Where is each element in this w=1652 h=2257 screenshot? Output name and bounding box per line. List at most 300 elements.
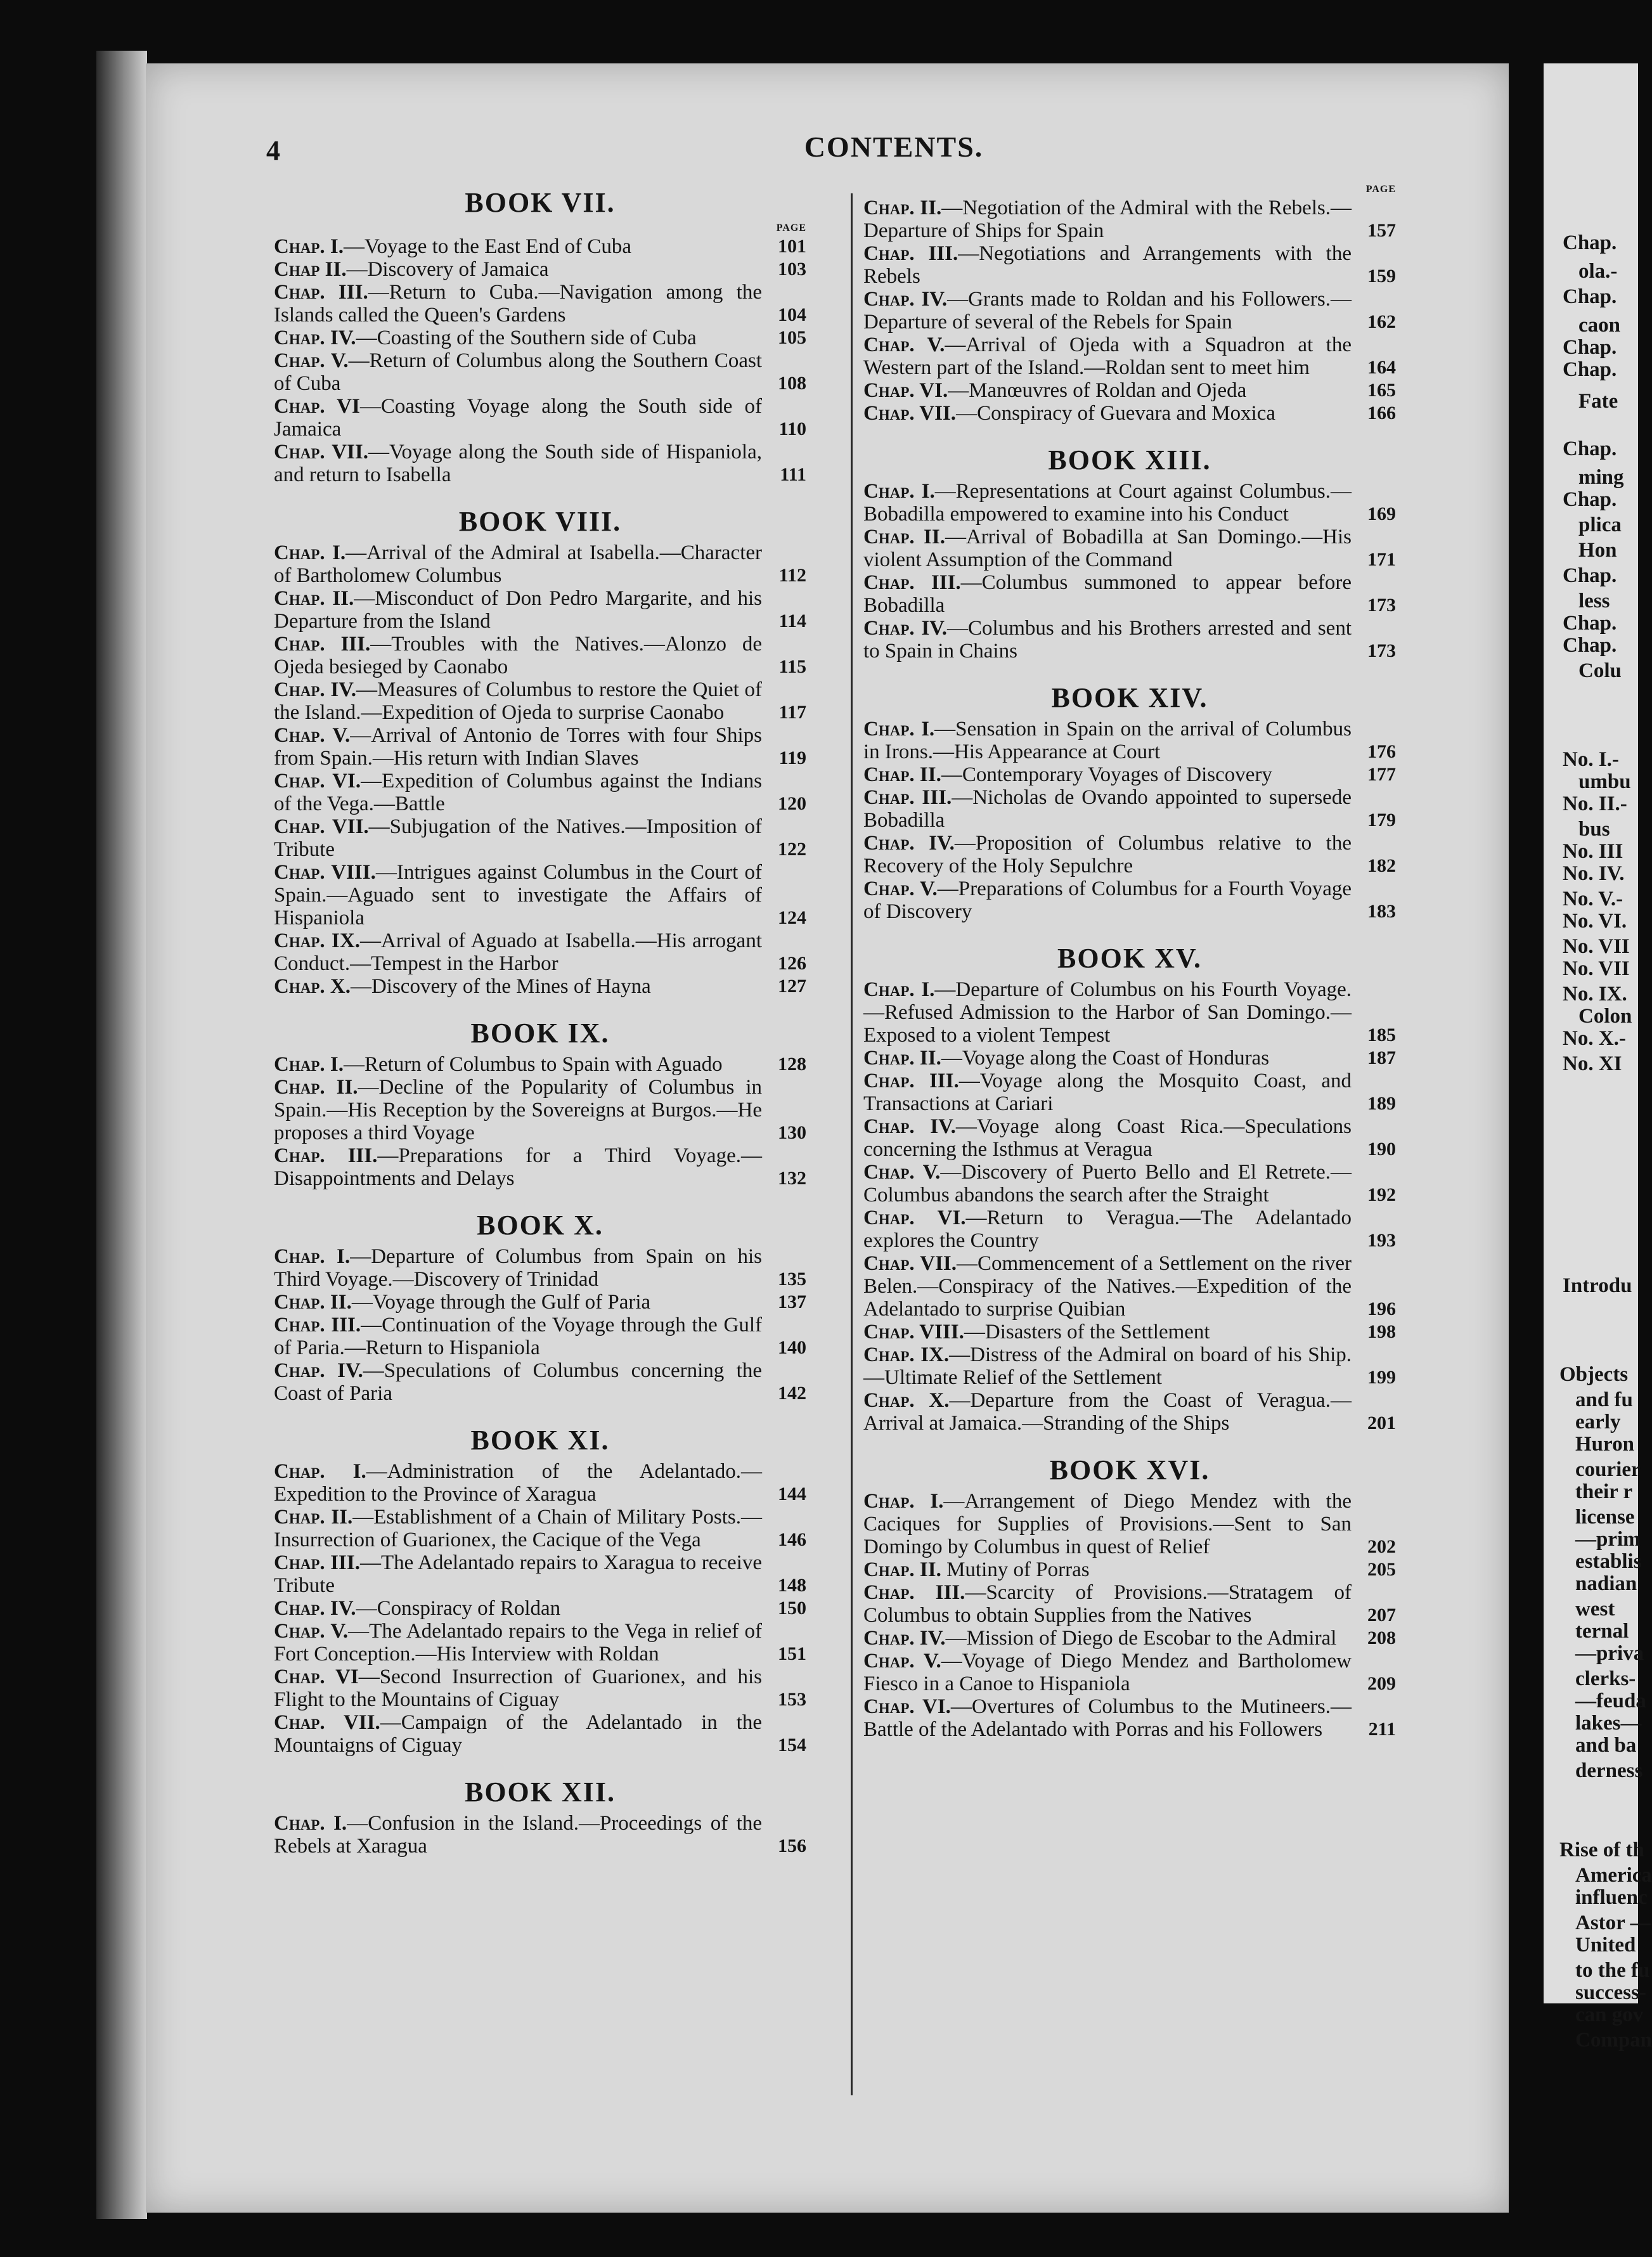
chapter-label: Chap. V. — [863, 877, 938, 900]
chapter-entry — [863, 1343, 1396, 1389]
chapter-page-number: 154 — [778, 1735, 806, 1756]
chapter-label: Chap. VI. — [863, 1206, 966, 1229]
chapter-page-number: 111 — [780, 464, 806, 485]
chapter-page-number: 171 — [1367, 549, 1396, 570]
chapter-label: Chap. VIII. — [863, 1321, 964, 1343]
chapter-label: Chap. I. — [274, 541, 346, 564]
column-divider — [851, 193, 853, 2095]
chapter-page-number: 108 — [778, 373, 806, 394]
chapter-label: Chap. VI. — [863, 1695, 951, 1718]
chapter-page-number: 157 — [1367, 220, 1396, 241]
page-column-label: PAGE — [1365, 184, 1396, 195]
chapter-label: Chap. III. — [274, 1314, 361, 1336]
adjacent-page-text: No. III — [1563, 840, 1623, 863]
chapter-label: Chap. VI. — [863, 379, 948, 402]
adjacent-page-text: Huron — [1575, 1433, 1634, 1456]
adjacent-page-text: United — [1575, 1934, 1636, 1956]
chapter-entry — [863, 1558, 1396, 1581]
chapter-label: Chap. II. — [274, 587, 354, 610]
chapter-entry — [274, 861, 806, 929]
adjacent-page-text: umbu — [1578, 770, 1631, 793]
chapter-entry — [863, 402, 1396, 425]
chapter-label: Chap. VIII. — [274, 861, 376, 884]
chapter-page-number: 164 — [1367, 357, 1396, 378]
chapter-entry — [863, 288, 1396, 333]
chapter-title: —Administration of the Adelantado.—Expedition to the Province of Xaragua — [274, 1460, 762, 1506]
chapter-title: —Overtures of Columbus to the Mutineers.—Battle of the Adelantado with Porras and his Followers — [863, 1695, 1352, 1741]
chapter-page-number: 208 — [1367, 1627, 1396, 1648]
adjacent-page-text: Chap. — [1563, 634, 1617, 657]
chapter-label: Chap. III. — [274, 1551, 360, 1574]
chapter-page-number: 156 — [778, 1835, 806, 1856]
chapter-label: Chap. V. — [274, 1620, 349, 1643]
chapter-title: —Return of Columbus along the Southern Coast of Cuba — [274, 349, 762, 395]
adjacent-page-text: nadian — [1575, 1572, 1637, 1595]
adjacent-page-text: No. I.- — [1563, 748, 1619, 771]
chapter-label: Chap. VI — [274, 395, 360, 418]
chapter-title: —Departure of Columbus on his Fourth Voyage.—Refused Admission to the Harbor of San Domingo.—Exposed to a violent Tempest — [863, 978, 1352, 1047]
adjacent-page-text: Chap. — [1563, 336, 1617, 359]
book-heading: BOOK IX. — [470, 1018, 610, 1049]
adjacent-page-text: Introdu — [1563, 1274, 1632, 1297]
chapter-label: Chap. VII. — [274, 1711, 380, 1734]
chapter-entry — [274, 349, 806, 395]
chapter-title: —Arrival of Bobadilla at San Domingo.—His violent Assumption of the Command — [863, 526, 1352, 571]
chapter-entry — [863, 1627, 1396, 1650]
chapter-page-number: 144 — [778, 1484, 806, 1504]
chapter-title: —Second Insurrection of Guarionex, and his Flight to the Mountains of Ciguay — [274, 1665, 762, 1711]
chapter-title: —Arrival of the Admiral at Isabella.—Character of Bartholomew Columbus — [274, 541, 762, 587]
chapter-title: —Voyage of Diego Mendez and Bartholomew Fiesco in a Canoe to Hispaniola — [863, 1650, 1352, 1695]
chapter-title: —Intrigues against Columbus in the Court of Spain.—Aguado sent to investigate the Affairs of Hispaniola — [274, 861, 762, 929]
adjacent-page-text: Chap. — [1563, 285, 1617, 308]
chapter-entry — [274, 587, 806, 633]
adjacent-page-text: caon — [1578, 314, 1620, 337]
chapter-entry — [274, 1053, 806, 1076]
chapter-entry — [274, 235, 806, 258]
chapter-page-number: 119 — [778, 747, 806, 768]
chapter-title: —Subjugation of the Natives.—Imposition of Tribute — [274, 815, 762, 861]
adjacent-page-text: ming — [1578, 466, 1624, 489]
adjacent-page-text: Chap. — [1563, 437, 1617, 460]
chapter-label: Chap. III. — [863, 1070, 959, 1092]
chapter-title: —Voyage along the South side of Hispaniola, and return to Isabella — [274, 441, 762, 486]
chapter-entry — [274, 770, 806, 815]
chapter-page-number: 196 — [1367, 1298, 1396, 1319]
chapter-title: —Conspiracy of Guevara and Moxica — [956, 402, 1276, 425]
chapter-label: Chap. X. — [863, 1389, 950, 1412]
adjacent-page-text: to the fu — [1575, 1959, 1650, 1982]
chapter-entry — [863, 1070, 1396, 1115]
chapter-entry — [274, 1620, 806, 1665]
chapter-label: Chap. X. — [274, 975, 351, 998]
chapter-label: Chap. I. — [863, 1490, 944, 1513]
adjacent-page-text: Chap. — [1563, 564, 1617, 587]
chapter-title: —Discovery of Puerto Bello and El Retrete.—Columbus abandons the search after the Straight — [863, 1161, 1352, 1206]
adjacent-page-fragment — [1544, 63, 1652, 2052]
chapter-title: —Confusion in the Island.—Proceedings of the Rebels at Xaragua — [274, 1812, 762, 1858]
chapter-title: —Negotiations and Arrangements with the Rebels — [863, 242, 1352, 288]
adjacent-page-text: ola.- — [1578, 260, 1618, 283]
chapter-page-number: 187 — [1367, 1047, 1396, 1068]
chapter-entry — [274, 1359, 806, 1405]
chapter-entry — [863, 197, 1396, 242]
chapter-page-number: 179 — [1367, 810, 1396, 831]
chapter-title: —Proposition of Columbus relative to the Recovery of the Holy Sepulchre — [863, 832, 1352, 877]
adjacent-page-text: —feuda — [1575, 1690, 1646, 1712]
chapter-title: —Voyage along the Mosquito Coast, and Transactions at Cariari — [863, 1070, 1352, 1115]
chapter-label: Chap. V. — [274, 724, 351, 747]
chapter-label: Chap. III. — [863, 571, 961, 594]
book-heading: BOOK XI. — [470, 1425, 610, 1456]
chapter-page-number: 101 — [778, 236, 806, 257]
chapter-page-number: 205 — [1367, 1559, 1396, 1580]
chapter-entry — [863, 333, 1396, 379]
chapter-page-number: 117 — [778, 702, 806, 723]
chapter-entry — [274, 1144, 806, 1190]
adjacent-page-text: and fu — [1575, 1388, 1633, 1411]
adjacent-page-text: No. VII — [1563, 957, 1630, 980]
chapter-entry — [274, 1597, 806, 1620]
adjacent-page-text: Objects — [1559, 1363, 1629, 1386]
adjacent-page-text: clerks- — [1575, 1667, 1636, 1690]
chapter-entry — [274, 1551, 806, 1597]
adjacent-page-text: Colon — [1578, 1005, 1632, 1028]
chapter-label: Chap. I. — [274, 1460, 366, 1483]
chapter-label: Chap. I. — [274, 1245, 351, 1268]
chapter-label: Chap. II. — [863, 763, 941, 786]
chapter-title: —Arrival of Aguado at Isabella.—His arrogant Conduct.—Tempest in the Harbor — [274, 929, 762, 975]
adjacent-page-text: derness — [1575, 1759, 1643, 1782]
chapter-page-number: 115 — [778, 656, 806, 677]
chapter-entry — [274, 1506, 806, 1551]
chapter-page-number: 130 — [778, 1122, 806, 1143]
chapter-page-number: 137 — [778, 1291, 806, 1312]
adjacent-page-text: establis — [1575, 1550, 1642, 1573]
chapter-title: —Distress of the Admiral on board of his Ship.—Ultimate Relief of the Settlement — [863, 1343, 1352, 1389]
chapter-label: Chap. VI. — [274, 770, 361, 792]
chapter-title: —Commencement of a Settlement on the river Belen.—Conspiracy of the Natives.—Expedition of the Adelantado to surprise Quibian — [863, 1252, 1352, 1321]
chapter-entry — [863, 1115, 1396, 1161]
chapter-entry — [274, 633, 806, 678]
chapter-page-number: 159 — [1367, 266, 1396, 287]
chapter-label: Chap. IV. — [274, 1597, 356, 1620]
page-number: 4 — [266, 135, 280, 166]
chapter-label: Chap. II. — [274, 1506, 353, 1529]
chapter-page-number: 198 — [1367, 1321, 1396, 1342]
adjacent-page-text: courier — [1575, 1458, 1641, 1481]
adjacent-page-text: No. IV. — [1563, 862, 1625, 885]
chapter-entry — [274, 1076, 806, 1144]
chapter-page-number: 211 — [1368, 1719, 1396, 1740]
chapter-label: Chap. II. — [863, 1047, 941, 1070]
chapter-title: —Voyage along Coast Rica.—Speculations concerning the Isthmus at Veragua — [863, 1115, 1352, 1161]
chapter-entry — [274, 441, 806, 486]
chapter-title: —Speculations of Columbus concerning the Coast of Paria — [274, 1359, 762, 1405]
adjacent-page-text: bus — [1578, 818, 1610, 841]
chapter-title: —Departure of Columbus from Spain on his Third Voyage.—Discovery of Trinidad — [274, 1245, 762, 1291]
chapter-entry — [274, 1711, 806, 1757]
chapter-page-number: 153 — [778, 1689, 806, 1710]
chapter-title: —Coasting of the Southern side of Cuba — [356, 327, 697, 349]
chapter-title: Mutiny of Porras — [941, 1558, 1090, 1581]
adjacent-page-text: Rise of th — [1559, 1839, 1644, 1861]
book-heading: BOOK X. — [477, 1210, 603, 1241]
chapter-title: —Measures of Columbus to restore the Quiet of the Island.—Expedition of Ojeda to surprise Caonabo — [274, 678, 762, 724]
chapter-entry — [274, 327, 806, 349]
chapter-entry — [274, 815, 806, 861]
chapter-label: Chap. I. — [274, 235, 344, 258]
chapter-label: Chap. I. — [274, 1053, 344, 1076]
chapter-entry — [863, 1252, 1396, 1321]
chapter-page-number: 151 — [778, 1643, 806, 1664]
chapter-label: Chap. IV. — [274, 1359, 363, 1382]
chapter-entry — [863, 763, 1396, 786]
adjacent-page-text: west — [1575, 1598, 1615, 1620]
chapter-entry — [863, 1490, 1396, 1558]
chapter-page-number: 126 — [778, 953, 806, 974]
contents-column-right — [863, 184, 1396, 1741]
chapter-title: —Troubles with the Natives.—Alonzo de Ojeda besieged by Caonabo — [274, 633, 762, 678]
chapter-title: —Arrangement of Diego Mendez with the Caciques for Supplies of Provisions.—Sent to San Domingo by Columbus in quest of Relief — [863, 1490, 1352, 1558]
chapter-page-number: 209 — [1367, 1673, 1396, 1694]
chapter-page-number: 190 — [1367, 1139, 1396, 1160]
chapter-label: Chap. I. — [863, 480, 935, 503]
chapter-label: Chap. III. — [863, 1581, 965, 1604]
chapter-page-number: 165 — [1367, 380, 1396, 401]
chapter-page-number: 124 — [778, 907, 806, 928]
chapter-title: —Disasters of the Settlement — [964, 1321, 1210, 1343]
chapter-label: Chap. I. — [863, 978, 935, 1001]
chapter-title: —Preparations for a Third Voyage.—Disappointments and Delays — [274, 1144, 762, 1190]
chapter-label: Chap. IV. — [863, 1627, 946, 1650]
contents-column-left — [274, 184, 806, 1858]
chapter-title: —Manœuvres of Roldan and Ojeda — [948, 379, 1247, 402]
chapter-page-number: 110 — [778, 418, 806, 439]
adjacent-page-text: No. II.- — [1563, 792, 1627, 815]
chapter-page-number: 114 — [778, 611, 806, 631]
chapter-title: —Coasting Voyage along the South side of Jamaica — [274, 395, 762, 441]
chapter-page-number: 166 — [1367, 403, 1396, 424]
chapter-page-number: 128 — [778, 1054, 806, 1075]
chapter-entry — [863, 242, 1396, 288]
chapter-label: Chap. VII. — [274, 441, 368, 463]
adjacent-page-text: Chap. — [1563, 488, 1617, 511]
chapter-title: —Return of Columbus to Spain with Aguado — [343, 1053, 723, 1076]
chapter-entry — [863, 1161, 1396, 1206]
chapter-label: Chap. III. — [863, 786, 952, 809]
chapter-entry — [863, 718, 1396, 763]
chapter-page-number: 135 — [778, 1269, 806, 1290]
chapter-page-number: 192 — [1367, 1184, 1396, 1205]
chapter-page-number: 103 — [778, 259, 806, 280]
chapter-entry — [863, 1206, 1396, 1252]
chapter-label: Chap. V. — [274, 349, 349, 372]
chapter-entry — [863, 832, 1396, 877]
chapter-page-number: 173 — [1367, 595, 1396, 616]
chapter-title: —Discovery of Jamaica — [346, 258, 549, 281]
chapter-entry — [274, 1245, 806, 1291]
chapter-label: Chap. V. — [863, 1650, 941, 1672]
chapter-entry — [863, 786, 1396, 832]
chapter-entry — [274, 1812, 806, 1858]
chapter-title: —Scarcity of Provisions.—Stratagem of Columbus to obtain Supplies from the Natives — [863, 1581, 1352, 1627]
chapter-page-number: 148 — [778, 1575, 806, 1596]
adjacent-page-text: America — [1575, 1864, 1652, 1887]
chapter-page-number: 105 — [778, 327, 806, 348]
chapter-page-number: 177 — [1367, 764, 1396, 785]
chapter-entry — [274, 678, 806, 724]
chapter-page-number: 183 — [1367, 901, 1396, 922]
chapter-title: —Conspiracy of Roldan — [356, 1597, 561, 1620]
adjacent-page-text: No. VII — [1563, 935, 1630, 958]
chapter-entry — [863, 617, 1396, 663]
chapter-label: Chap. II. — [274, 1291, 352, 1314]
chapter-entry — [274, 1665, 806, 1711]
chapter-label: Chap. IV. — [863, 1115, 956, 1138]
chapter-label: Chap. IV. — [274, 678, 356, 701]
chapter-page-number: 169 — [1367, 503, 1396, 524]
chapter-page-number: 132 — [778, 1168, 806, 1189]
adjacent-page-text: license — [1575, 1506, 1635, 1529]
chapter-page-number: 150 — [778, 1598, 806, 1619]
chapter-label: Chap. VII. — [274, 815, 369, 838]
running-head-title: CONTENTS. — [804, 131, 984, 163]
chapter-title: —Nicholas de Ovando appointed to supersede Bobadilla — [863, 786, 1352, 832]
book-heading: BOOK XIII. — [1048, 444, 1211, 475]
chapter-title: —Contemporary Voyages of Discovery — [941, 763, 1272, 786]
chapter-title: —Departure from the Coast of Veragua.—Arrival at Jamaica.—Stranding of the Ships — [863, 1389, 1352, 1435]
chapter-title: —Voyage along the Coast of Honduras — [941, 1047, 1270, 1070]
adjacent-page-text: Chap. — [1563, 231, 1617, 254]
chapter-page-number: 176 — [1367, 741, 1396, 762]
chapter-page-number: 207 — [1367, 1605, 1396, 1626]
chapter-title: —Misconduct of Don Pedro Margarite, and his Departure from the Island — [274, 587, 762, 633]
chapter-entry — [863, 480, 1396, 526]
chapter-entry — [274, 1291, 806, 1314]
chapter-label: Chap. III. — [274, 633, 371, 656]
adjacent-page-text: plica — [1578, 514, 1622, 536]
chapter-label: Chap. I. — [274, 1812, 347, 1835]
page-edge-shadow — [96, 51, 147, 2219]
chapter-entry — [274, 541, 806, 587]
chapter-entry — [863, 978, 1396, 1047]
chapter-page-number: 140 — [778, 1337, 806, 1358]
chapter-label: Chap. III. — [863, 242, 958, 265]
chapter-title: —Discovery of the Mines of Hayna — [350, 975, 651, 998]
chapter-entry — [863, 1695, 1396, 1741]
adjacent-page-text: No. VI. — [1563, 910, 1627, 933]
chapter-title: —Return to Veragua.—The Adelantado explores the Country — [863, 1206, 1352, 1252]
adjacent-page-text: No. X.- — [1563, 1027, 1626, 1050]
chapter-entry — [863, 1321, 1396, 1343]
book-heading: BOOK XIV. — [1051, 682, 1208, 713]
chapter-title: —Decline of the Popularity of Columbus in Spain.—His Reception by the Sovereigns at Burgos.—He proposes a third Voyage — [274, 1076, 762, 1144]
chapter-page-number: 199 — [1367, 1367, 1396, 1388]
chapter-title: —Columbus summoned to appear before Bobadilla — [863, 571, 1352, 617]
chapter-label: Chap. II. — [863, 526, 945, 548]
adjacent-page-text: No. XI — [1563, 1052, 1622, 1075]
chapter-entry — [274, 1314, 806, 1359]
chapter-title: —Representations at Court against Columbus.—Bobadilla empowered to examine into his Conduct — [863, 480, 1352, 526]
chapter-title: —Sensation in Spain on the arrival of Columbus in Irons.—His Appearance at Court — [863, 718, 1352, 763]
chapter-title: —The Adelantado repairs to the Vega in relief of Fort Conception.—His Interview with Roldan — [274, 1620, 762, 1665]
adjacent-page-text: lakes— — [1575, 1712, 1642, 1735]
chapter-entry — [274, 281, 806, 327]
book-heading: BOOK VII. — [465, 187, 616, 218]
adjacent-page-text: can gov — [1575, 2003, 1644, 2026]
chapter-label: Chap. V. — [863, 1161, 941, 1184]
chapter-label: Chap. VII. — [863, 402, 957, 425]
chapter-label: Chap. II. — [274, 1076, 358, 1099]
chapter-page-number: 120 — [778, 793, 806, 814]
chapter-label: Chap. IX. — [863, 1343, 950, 1366]
chapter-title: —Grants made to Roldan and his Followers.—Departure of several of the Rebels for Spain — [863, 288, 1352, 333]
chapter-title: —Expedition of Columbus against the Indians of the Vega.—Battle — [274, 770, 762, 815]
adjacent-page-text: success- — [1575, 1981, 1646, 2004]
chapter-entry — [863, 379, 1396, 402]
chapter-entry — [863, 526, 1396, 571]
chapter-title: —Continuation of the Voyage through the Gulf of Paria.—Return to Hispaniola — [274, 1314, 762, 1359]
chapter-title: —Return to Cuba.—Navigation among the Islands called the Queen's Gardens — [274, 281, 762, 327]
chapter-page-number: 201 — [1367, 1413, 1396, 1433]
chapter-title: —Columbus and his Brothers arrested and sent to Spain in Chains — [863, 617, 1352, 663]
book-heading: BOOK XII. — [464, 1776, 616, 1808]
book-heading: BOOK VIII. — [458, 506, 622, 537]
chapter-entry — [274, 1460, 806, 1506]
chapter-label: Chap. II. — [863, 197, 942, 219]
chapter-entry — [863, 1389, 1396, 1435]
chapter-page-number: 146 — [778, 1529, 806, 1550]
chapter-label: Chap II. — [274, 258, 347, 281]
chapter-label: Chap. IV. — [863, 617, 948, 640]
adjacent-page-text: Chap. — [1563, 358, 1617, 381]
chapter-label: Chap. III. — [274, 281, 368, 304]
chapter-label: Chap. VII. — [863, 1252, 957, 1275]
adjacent-page-text: Compan — [1575, 2029, 1652, 2052]
adjacent-page-text: and ba — [1575, 1734, 1637, 1757]
adjacent-page-text: Chap. — [1563, 612, 1617, 635]
chapter-page-number: 185 — [1367, 1025, 1396, 1045]
chapter-label: Chap. III. — [274, 1144, 378, 1167]
chapter-page-number: 127 — [778, 976, 806, 997]
adjacent-page-text: —priva — [1575, 1642, 1644, 1665]
adjacent-page-text: No. V.- — [1563, 888, 1623, 910]
chapter-entry — [274, 258, 806, 281]
chapter-page-number: 202 — [1367, 1536, 1396, 1557]
adjacent-page-text: influenc — [1575, 1886, 1648, 1909]
chapter-page-number: 173 — [1367, 640, 1396, 661]
chapter-label: Chap. IX. — [274, 929, 360, 952]
adjacent-page-text: No. IX. — [1563, 983, 1627, 1006]
chapter-label: Chap. V. — [863, 333, 945, 356]
chapter-page-number: 122 — [778, 839, 806, 860]
chapter-title: —Campaign of the Adelantado in the Mountaigns of Ciguay — [274, 1711, 762, 1757]
adjacent-page-text: ternal — [1575, 1620, 1629, 1643]
chapter-title: —The Adelantado repairs to Xaragua to receive Tribute — [274, 1551, 762, 1597]
chapter-label: Chap. IV. — [863, 288, 948, 311]
chapter-entry — [274, 975, 806, 998]
chapter-title: —Establishment of a Chain of Military Posts.—Insurrection of Guarionex, the Cacique of the Vega — [274, 1506, 762, 1551]
chapter-entry — [863, 1650, 1396, 1695]
adjacent-page-text: early — [1575, 1411, 1621, 1433]
book-heading: BOOK XVI. — [1049, 1454, 1210, 1485]
page-column-label: PAGE — [776, 223, 806, 233]
chapter-label: Chap. VI — [274, 1665, 359, 1688]
chapter-title: —Voyage through the Gulf of Paria — [351, 1291, 651, 1314]
chapter-entry — [274, 929, 806, 975]
adjacent-page-text: less — [1578, 590, 1610, 612]
